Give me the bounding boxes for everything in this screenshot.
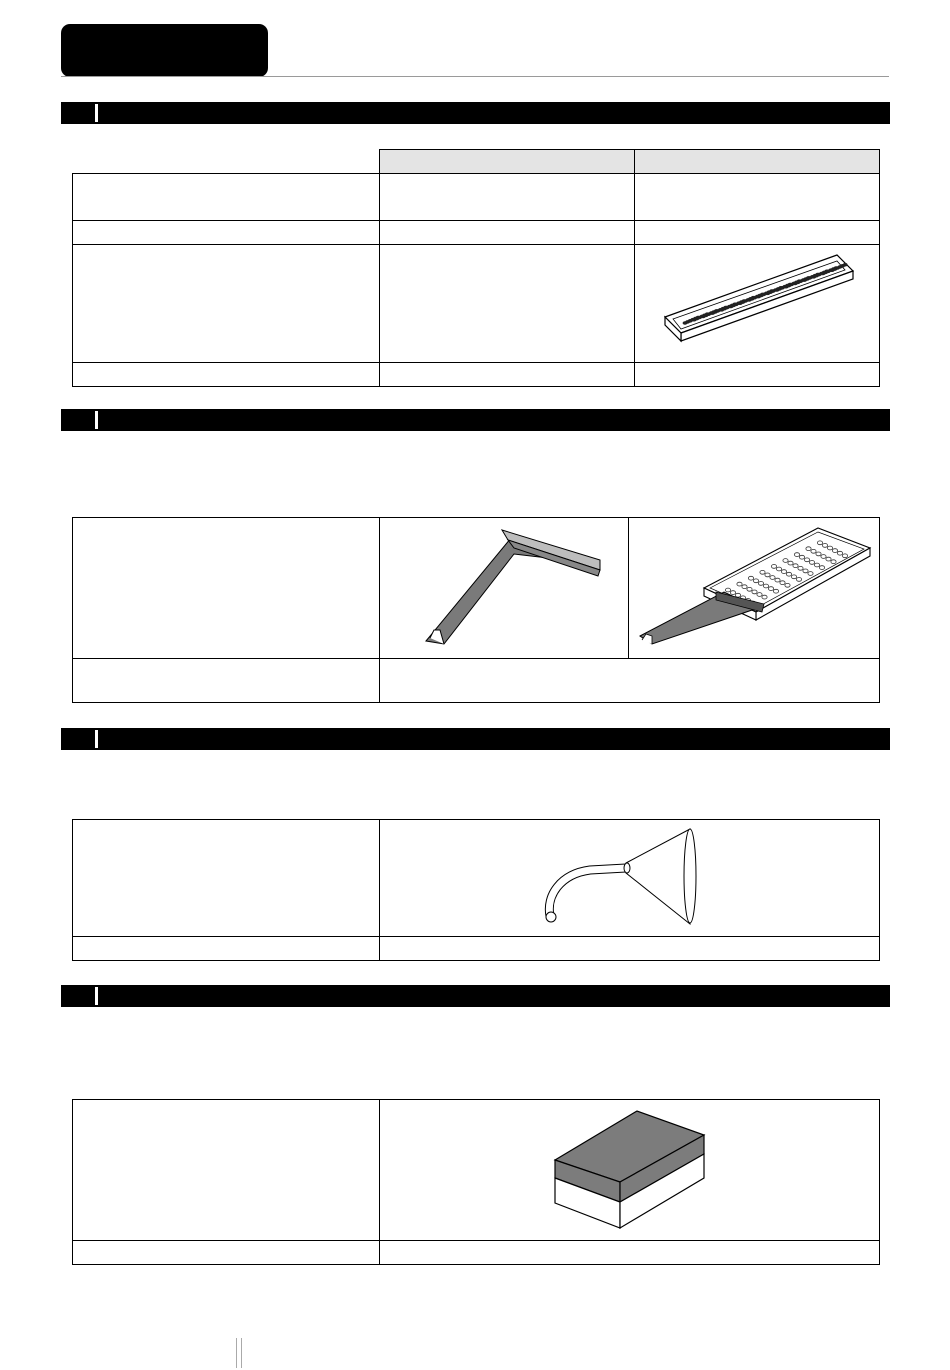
column-header xyxy=(635,150,880,174)
row-label xyxy=(73,659,380,703)
tray-hole xyxy=(742,299,747,303)
tray-hole xyxy=(696,315,701,319)
funnel-icon xyxy=(540,826,720,931)
row-label xyxy=(73,518,380,659)
spec-table-2 xyxy=(72,517,880,703)
tray-hole xyxy=(705,312,710,316)
section-bar-1 xyxy=(61,102,890,124)
row-label xyxy=(73,174,380,221)
tray-hole xyxy=(778,286,783,290)
table-cell xyxy=(380,937,880,961)
row-label xyxy=(73,1241,380,1265)
row-label xyxy=(73,937,380,961)
section-bar-notch xyxy=(95,104,98,122)
section-bar-notch xyxy=(95,411,98,429)
tray-hole xyxy=(723,305,728,309)
footer-mark xyxy=(236,1338,242,1368)
tray-hole xyxy=(788,282,793,286)
column-header xyxy=(380,150,635,174)
tray-hole xyxy=(834,266,839,270)
section-bar-4 xyxy=(61,985,890,1007)
header-rule xyxy=(61,76,889,77)
spec-table-4 xyxy=(72,1099,880,1265)
tray-hole xyxy=(824,269,829,273)
section-bar-notch xyxy=(95,730,98,748)
tray-hole xyxy=(751,295,756,299)
table-cell xyxy=(635,174,880,221)
table-cell xyxy=(380,659,880,703)
table-cell-image xyxy=(380,1100,880,1241)
tray-handle-icon xyxy=(404,526,604,651)
spec-table-3 xyxy=(72,819,880,961)
tray-hole xyxy=(797,279,802,283)
table-cell xyxy=(380,1241,880,1265)
table-cell xyxy=(380,245,635,363)
table-corner xyxy=(73,150,380,174)
tray-hole xyxy=(732,302,737,306)
row-label xyxy=(73,245,380,363)
row-label xyxy=(73,820,380,937)
row-label xyxy=(73,363,380,387)
tray-hole xyxy=(815,272,820,276)
table-cell-image xyxy=(380,820,880,937)
tray-hole xyxy=(769,289,774,293)
table-cell xyxy=(635,363,880,387)
tray-hole xyxy=(806,276,811,280)
table-cell-image xyxy=(629,518,880,659)
row-label xyxy=(73,221,380,245)
sponge-block-icon xyxy=(550,1108,710,1233)
table-cell xyxy=(380,221,635,245)
section-bar-2 xyxy=(61,409,890,431)
section-bar-3 xyxy=(61,728,890,750)
row-label xyxy=(73,1100,380,1241)
table-cell xyxy=(635,221,880,245)
table-cell xyxy=(380,363,635,387)
tray-hole xyxy=(760,292,765,296)
section-bar-notch xyxy=(95,987,98,1005)
tray-hole xyxy=(843,262,848,266)
chapter-tab xyxy=(61,24,268,77)
table-cell-image xyxy=(380,518,629,659)
tray-with-handle-icon xyxy=(632,526,877,651)
perforated-tray-icon xyxy=(657,249,857,359)
table-cell xyxy=(380,174,635,221)
tray-hole xyxy=(714,309,719,313)
spec-table-1 xyxy=(72,149,880,387)
table-cell-image xyxy=(635,245,880,363)
